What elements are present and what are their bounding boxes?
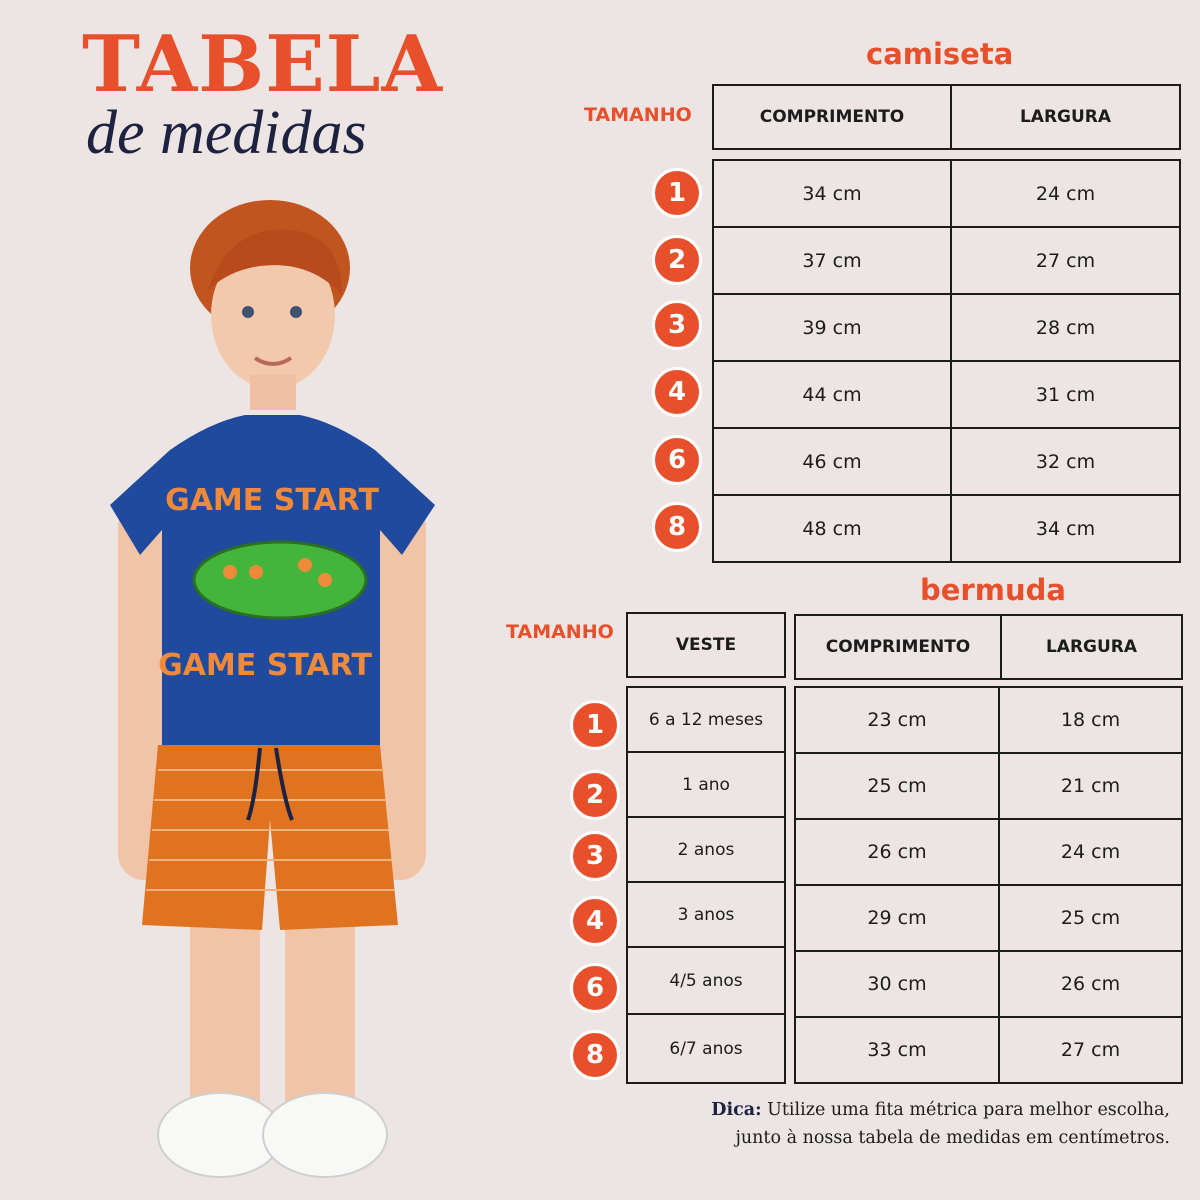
camiseta-header-comprimento: COMPRIMENTO [712, 84, 952, 150]
camiseta-cell-comprimento: 34 cm [712, 159, 952, 228]
bermuda-size-badge: 3 [570, 831, 620, 881]
bermuda-header-largura: LARGURA [1000, 614, 1183, 680]
bermuda-cell-veste: 6/7 anos [626, 1013, 786, 1084]
bermuda-size-badge: 4 [570, 896, 620, 946]
bermuda-cell-largura: 24 cm [998, 818, 1183, 886]
bermuda-cell-veste: 2 anos [626, 816, 786, 883]
bermuda-cell-comprimento: 33 cm [794, 1016, 1000, 1084]
camiseta-cell-comprimento: 44 cm [712, 360, 952, 429]
camiseta-cell-largura: 24 cm [950, 159, 1181, 228]
camiseta-size-badge: 6 [652, 435, 702, 485]
camiseta-cell-comprimento: 48 cm [712, 494, 952, 563]
camiseta-size-badge: 2 [652, 235, 702, 285]
tip-line-1 [610, 1096, 1170, 1124]
camiseta-cell-largura: 32 cm [950, 427, 1181, 496]
shirt-print-line-1: GAME START [165, 483, 379, 518]
bermuda-title: bermuda [920, 573, 1066, 607]
camiseta-cell-comprimento: 46 cm [712, 427, 952, 496]
bermuda-size-badge: 2 [570, 770, 620, 820]
camiseta-size-badge: 1 [652, 168, 702, 218]
bermuda-header-comprimento: COMPRIMENTO [794, 614, 1002, 680]
camiseta-size-badge: 3 [652, 300, 702, 350]
bermuda-size-badge: 6 [570, 963, 620, 1013]
bermuda-cell-veste: 6 a 12 meses [626, 686, 786, 753]
bermuda-header-veste: VESTE [626, 612, 786, 678]
bermuda-cell-largura: 21 cm [998, 752, 1183, 820]
camiseta-cell-largura: 27 cm [950, 226, 1181, 295]
bermuda-cell-veste: 4/5 anos [626, 946, 786, 1015]
bermuda-cell-largura: 25 cm [998, 884, 1183, 952]
bermuda-cell-comprimento: 30 cm [794, 950, 1000, 1018]
bermuda-cell-largura: 27 cm [998, 1016, 1183, 1084]
camiseta-title: camiseta [866, 37, 1014, 71]
model-illustration [80, 200, 480, 1190]
camiseta-tamanho-label: TAMANHO [584, 104, 692, 126]
bermuda-tamanho-label: TAMANHO [506, 621, 614, 643]
bermuda-cell-veste: 3 anos [626, 881, 786, 948]
camiseta-size-badge: 4 [652, 367, 702, 417]
camiseta-cell-largura: 31 cm [950, 360, 1181, 429]
bermuda-size-badge: 8 [570, 1030, 620, 1080]
page-subtitle: de medidas [86, 99, 367, 167]
tip-text-1: Utilize uma fita métrica para melhor escolha, [767, 1100, 1170, 1120]
camiseta-header-largura: LARGURA [950, 84, 1181, 150]
tip-line-2: junto à nossa tabela de medidas em centímetros. [735, 1128, 1170, 1148]
page-title: TABELA [82, 19, 444, 110]
bermuda-cell-comprimento: 29 cm [794, 884, 1000, 952]
camiseta-cell-largura: 28 cm [950, 293, 1181, 362]
bermuda-cell-comprimento: 23 cm [794, 686, 1000, 754]
bermuda-cell-comprimento: 25 cm [794, 752, 1000, 820]
bermuda-cell-comprimento: 26 cm [794, 818, 1000, 886]
measurement-tip [610, 1096, 1170, 1152]
camiseta-cell-comprimento: 37 cm [712, 226, 952, 295]
bermuda-cell-largura: 18 cm [998, 686, 1183, 754]
bermuda-size-badge: 1 [570, 700, 620, 750]
camiseta-cell-largura: 34 cm [950, 494, 1181, 563]
shirt-print-line-2: GAME START [158, 648, 372, 683]
bermuda-cell-largura: 26 cm [998, 950, 1183, 1018]
tip-label: Dica: [711, 1100, 762, 1120]
camiseta-size-badge: 8 [652, 502, 702, 552]
bermuda-cell-veste: 1 ano [626, 751, 786, 818]
camiseta-cell-comprimento: 39 cm [712, 293, 952, 362]
